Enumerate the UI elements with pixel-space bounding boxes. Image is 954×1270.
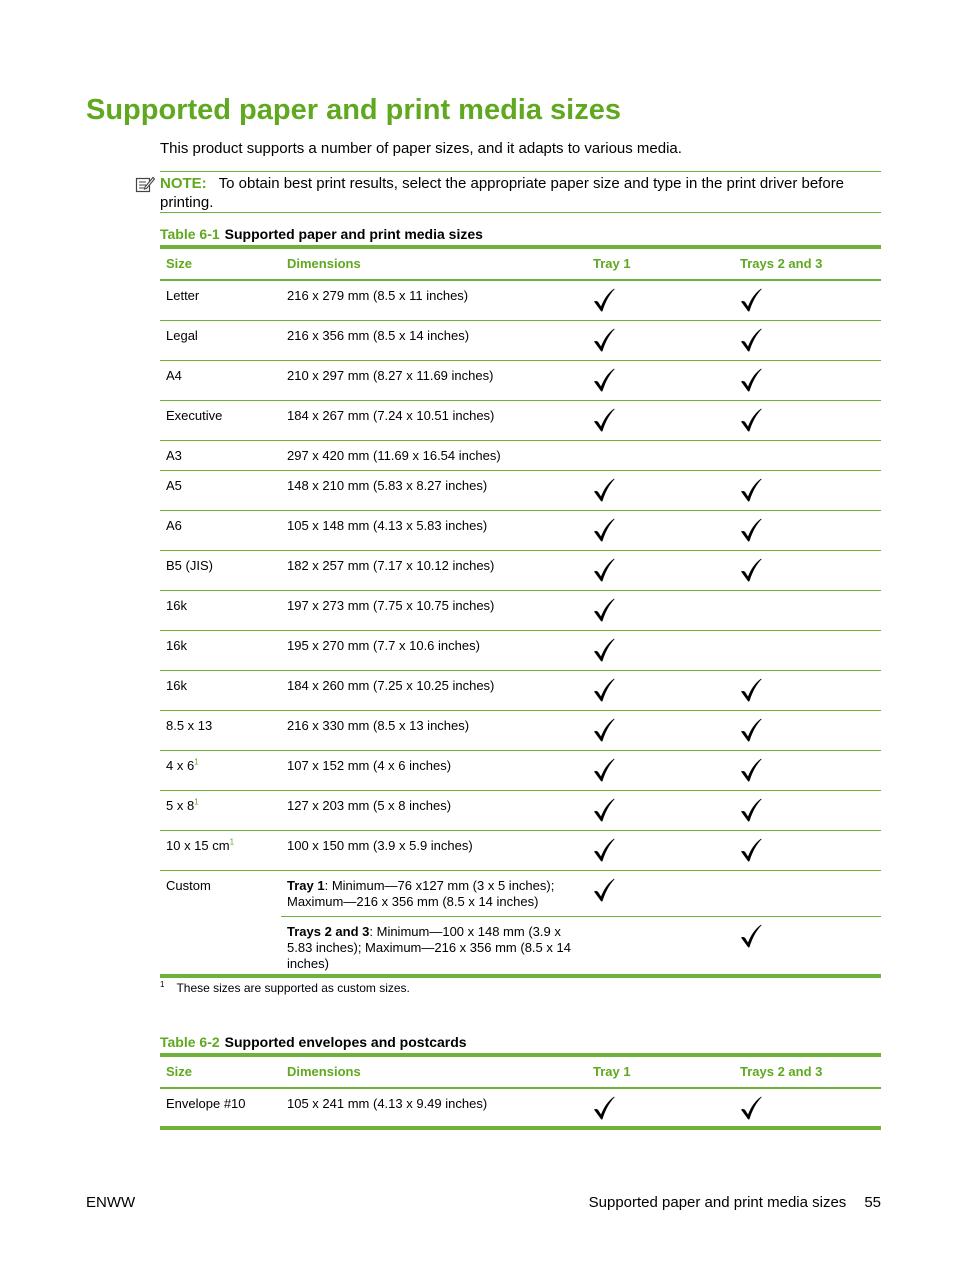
checkmark-icon — [740, 518, 875, 542]
size-cell — [160, 830, 281, 870]
footnote-number: 1 — [160, 980, 165, 989]
size-cell — [160, 470, 281, 510]
media-sizes-table — [160, 245, 881, 978]
note-icon — [135, 175, 155, 193]
tray1-cell — [587, 870, 734, 916]
footnote — [160, 978, 410, 995]
dimensions-cell: 184 x 267 mm (7.24 x 10.51 inches) — [281, 400, 587, 440]
size-cell — [160, 1088, 281, 1128]
size-name: A5 — [166, 477, 182, 493]
checkmark-icon — [593, 408, 728, 432]
footnote-ref: 1 — [229, 837, 235, 847]
trays23-cell — [734, 750, 881, 790]
tray1-cell — [587, 470, 734, 510]
table-row — [160, 400, 881, 440]
checkmark-icon — [740, 328, 875, 352]
table-row — [160, 510, 881, 550]
size-cell — [160, 400, 281, 440]
dimensions-cell: 216 x 356 mm (8.5 x 14 inches) — [281, 320, 587, 360]
trays23-cell — [734, 590, 881, 630]
footer-left: ENWW — [86, 1194, 136, 1211]
checkmark-icon — [593, 328, 728, 352]
size-name: 8.5 x 13 — [166, 717, 213, 733]
checkmark-icon — [593, 1096, 728, 1120]
checkmark-icon — [740, 478, 875, 502]
tray1-cell — [587, 440, 734, 470]
tray1-cell — [587, 710, 734, 750]
trays23-label: Trays 2 and 3 — [287, 923, 370, 939]
trays23-cell — [734, 360, 881, 400]
dimensions-cell: 184 x 260 mm (7.25 x 10.25 inches) — [281, 670, 587, 710]
tray1-cell — [587, 590, 734, 630]
trays23-cell — [734, 400, 881, 440]
table1-caption — [160, 226, 483, 243]
size-name: 16k — [166, 637, 187, 653]
trays23-cell — [734, 1088, 881, 1128]
table-row — [160, 470, 881, 510]
dimensions-cell: 105 x 241 mm (4.13 x 9.49 inches) — [287, 1096, 488, 1111]
trays23-cell — [734, 470, 881, 510]
size-name: Legal — [166, 327, 198, 343]
checkmark-icon — [740, 758, 875, 782]
tray1-cell — [587, 790, 734, 830]
checkmark-icon — [593, 518, 728, 542]
checkmark-icon — [593, 288, 728, 312]
size-cell — [160, 750, 281, 790]
trays23-cell — [734, 440, 881, 470]
tray1-label: Tray 1 — [287, 877, 325, 893]
tray1-cell — [587, 510, 734, 550]
dimensions-cell: 107 x 152 mm (4 x 6 inches) — [281, 750, 587, 790]
header-size: Size — [160, 247, 281, 280]
table1-caption-number: Table 6-1 — [160, 226, 220, 242]
trays23-cell — [734, 790, 881, 830]
checkmark-icon — [740, 558, 875, 582]
page-title: Supported paper and print media sizes — [86, 94, 621, 126]
header-tray1: Tray 1 — [587, 247, 734, 280]
size-cell — [160, 510, 281, 550]
header-trays23: Trays 2 and 3 — [734, 1055, 881, 1088]
tray1-cell — [587, 750, 734, 790]
trays23-cell — [734, 630, 881, 670]
checkmark-icon — [593, 678, 728, 702]
table-row — [160, 1088, 881, 1128]
table-row — [160, 750, 881, 790]
size-cell — [160, 280, 281, 320]
size-name: B5 (JIS) — [166, 557, 213, 573]
checkmark-icon — [740, 1096, 875, 1120]
trays23-range: : Minimum—100 x 148 mm (3.9 x 5.83 inches); Maximum—216 x 356 mm (8.5 x 14 inches) — [287, 923, 571, 971]
tray1-cell — [587, 280, 734, 320]
table-row — [160, 630, 881, 670]
checkmark-icon — [740, 678, 875, 702]
size-name: Letter — [166, 288, 200, 303]
size-name: 10 x 15 cm — [166, 837, 230, 853]
dimensions-cell: 210 x 297 mm (8.27 x 11.69 inches) — [281, 360, 587, 400]
table-row — [160, 320, 881, 360]
dimensions-cell: 297 x 420 mm (11.69 x 16.54 inches) — [281, 440, 587, 470]
size-name: Executive — [166, 407, 223, 423]
checkmark-icon — [593, 838, 728, 862]
checkmark-icon — [593, 718, 728, 742]
checkmark-icon — [740, 838, 875, 862]
dimensions-cell: 127 x 203 mm (5 x 8 inches) — [281, 790, 587, 830]
size-name: A6 — [166, 517, 182, 533]
trays23-cell — [734, 320, 881, 360]
table-row — [160, 830, 881, 870]
table-row — [160, 440, 881, 470]
dimensions-cell: 197 x 273 mm (7.75 x 10.75 inches) — [281, 590, 587, 630]
checkmark-icon — [740, 924, 875, 948]
table1-caption-title: Supported paper and print media sizes — [224, 226, 483, 242]
checkmark-icon — [740, 798, 875, 822]
size-cell — [160, 360, 281, 400]
size-cell — [160, 670, 281, 710]
checkmark-icon — [593, 638, 728, 662]
trays23-cell — [734, 870, 881, 916]
trays23-cell — [734, 830, 881, 870]
tray1-cell — [587, 550, 734, 590]
size-cell — [160, 710, 281, 750]
tray1-cell — [587, 670, 734, 710]
dimensions-cell: 148 x 210 mm (5.83 x 8.27 inches) — [281, 470, 587, 510]
size-name: 5 x 8 — [166, 797, 195, 813]
dimensions-cell — [281, 870, 587, 916]
size-name: 16k — [166, 597, 187, 613]
size-cell — [160, 550, 281, 590]
table-row — [160, 360, 881, 400]
intro-paragraph: This product supports a number of paper sizes, and it adapts to various media. — [160, 140, 682, 157]
size-name: A4 — [166, 367, 182, 383]
size-cell — [160, 440, 281, 470]
dimensions-cell: 182 x 257 mm (7.17 x 10.12 inches) — [281, 550, 587, 590]
table-row — [160, 670, 881, 710]
page-number: 55 — [864, 1194, 881, 1211]
size-cell — [160, 320, 281, 360]
table-row — [160, 790, 881, 830]
trays23-cell — [734, 280, 881, 320]
note-label: NOTE: — [160, 175, 207, 192]
dimensions-cell: 105 x 148 mm (4.13 x 5.83 inches) — [281, 510, 587, 550]
size-name: 16k — [166, 677, 187, 693]
header-trays23: Trays 2 and 3 — [734, 247, 881, 280]
checkmark-icon — [593, 878, 728, 902]
size-name: Envelope #10 — [166, 1096, 246, 1111]
table-row-custom-tray1 — [160, 870, 881, 916]
footer-section-title: Supported paper and print media sizes — [588, 1194, 847, 1211]
dimensions-cell — [281, 916, 587, 976]
table-row — [160, 280, 881, 320]
checkmark-icon — [740, 288, 875, 312]
checkmark-icon — [593, 598, 728, 622]
dimensions-cell: 195 x 270 mm (7.7 x 10.6 inches) — [281, 630, 587, 670]
checkmark-icon — [593, 558, 728, 582]
table-header-row — [160, 247, 881, 280]
note-text: To obtain best print results, select the appropriate paper size and type in the print driver before printing. — [160, 175, 845, 211]
envelopes-table — [160, 1053, 881, 1130]
table-row — [160, 590, 881, 630]
table2-caption — [160, 1034, 467, 1051]
size-name: A3 — [166, 447, 182, 463]
table2-caption-number: Table 6-2 — [160, 1034, 220, 1050]
note-box — [160, 171, 881, 213]
table-row — [160, 710, 881, 750]
tray1-cell — [587, 400, 734, 440]
tray1-range: : Minimum—76 x127 mm (3 x 5 inches); Maximum—216 x 356 mm (8.5 x 14 inches) — [287, 877, 555, 909]
size-cell — [160, 590, 281, 630]
dimensions-cell: 216 x 279 mm (8.5 x 11 inches) — [281, 280, 587, 320]
tray1-cell — [587, 320, 734, 360]
header-dimensions: Dimensions — [281, 1055, 587, 1088]
size-cell — [160, 630, 281, 670]
checkmark-icon — [593, 478, 728, 502]
tray1-cell — [587, 830, 734, 870]
checkmark-icon — [593, 368, 728, 392]
header-size: Size — [160, 1055, 281, 1088]
tray1-cell — [587, 360, 734, 400]
footnote-ref: 1 — [194, 797, 199, 807]
size-cell — [160, 790, 281, 830]
table-header-row — [160, 1055, 881, 1088]
table2-caption-title: Supported envelopes and postcards — [224, 1034, 467, 1050]
checkmark-icon — [740, 718, 875, 742]
table-row — [160, 550, 881, 590]
dimensions-cell: 100 x 150 mm (3.9 x 5.9 inches) — [281, 830, 587, 870]
tray1-cell — [587, 630, 734, 670]
trays23-cell — [734, 670, 881, 710]
size-cell: Custom — [166, 877, 211, 893]
tray1-cell — [587, 916, 734, 976]
footer-right — [589, 1194, 881, 1211]
checkmark-icon — [740, 368, 875, 392]
trays23-cell — [734, 510, 881, 550]
size-name: 4 x 6 — [166, 757, 195, 773]
footnote-ref: 1 — [194, 757, 199, 767]
header-tray1: Tray 1 — [587, 1055, 734, 1088]
checkmark-icon — [593, 758, 728, 782]
checkmark-icon — [740, 408, 875, 432]
trays23-cell — [734, 710, 881, 750]
tray1-cell — [587, 1088, 734, 1128]
header-dimensions: Dimensions — [281, 247, 587, 280]
footnote-text: These sizes are supported as custom sizes. — [176, 981, 410, 995]
trays23-cell — [734, 916, 881, 976]
trays23-cell — [734, 550, 881, 590]
checkmark-icon — [593, 798, 728, 822]
dimensions-cell: 216 x 330 mm (8.5 x 13 inches) — [281, 710, 587, 750]
